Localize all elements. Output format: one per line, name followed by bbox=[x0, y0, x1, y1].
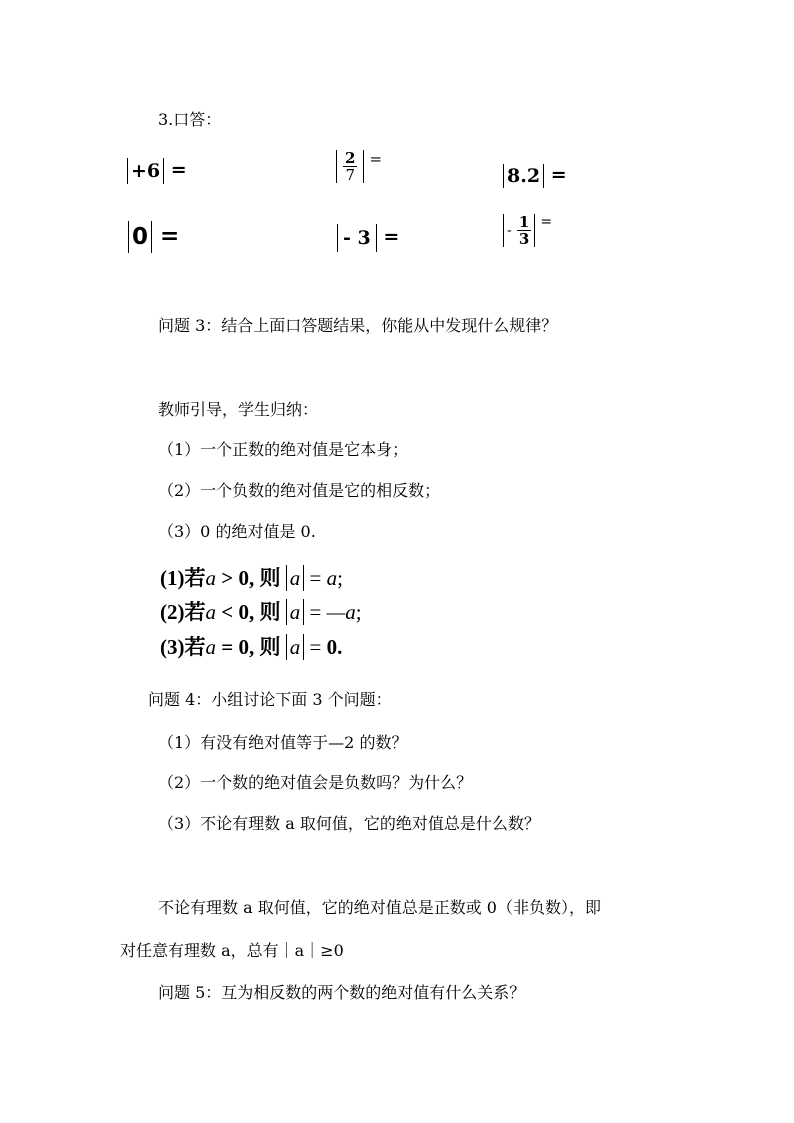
q4-item-1: （1）有没有绝对值等于—2 的数？ bbox=[158, 733, 408, 752]
numerator: 2 bbox=[345, 149, 356, 167]
question-4: 问题 4：小组讨论下面 3 个问题： bbox=[148, 690, 392, 709]
math-rule-2: (2)若a < 0, 则 a = —a; bbox=[160, 600, 362, 624]
expr-value: 0 bbox=[132, 224, 149, 250]
abs-expr-2-7 bbox=[336, 150, 382, 183]
q4-item-3: （3）不论有理数 a 取何值，它的绝对值总是什么数？ bbox=[158, 814, 540, 833]
q4-item-2: （2）一个数的绝对值会是负数吗？为什么？ bbox=[158, 773, 473, 792]
rule-1: （1）一个正数的绝对值是它本身； bbox=[158, 440, 409, 459]
conclusion-line-1: 不论有理数 a 取何值，它的绝对值总是正数或 0（非负数），即 bbox=[158, 898, 601, 917]
math-rule-3: (3)若a = 0, 则 a = 0. bbox=[160, 635, 343, 659]
equals-sign: = bbox=[383, 226, 400, 248]
equals-sign: = bbox=[550, 164, 567, 186]
denominator: 3 bbox=[518, 230, 530, 248]
equals-sign: = bbox=[369, 150, 383, 168]
teacher-intro: 教师引导，学生归纳： bbox=[158, 400, 319, 419]
abs-expr-minus3 bbox=[337, 224, 399, 252]
question-3: 问题 3：结合上面口答题结果，你能从中发现什么规律？ bbox=[158, 316, 558, 335]
fraction bbox=[343, 150, 357, 183]
equals-sign: = bbox=[540, 214, 553, 230]
expr-value: +6 bbox=[131, 160, 161, 182]
numerator: 1 bbox=[518, 213, 530, 231]
conclusion-line-2: 对任意有理数 a，总有｜a｜≥0 bbox=[120, 941, 344, 960]
abs-expr-minus-1-3 bbox=[503, 214, 552, 247]
abs-expr-8-2 bbox=[503, 164, 567, 188]
equals-sign: = bbox=[160, 223, 180, 250]
rule-2: （2）一个负数的绝对值是它的相反数； bbox=[158, 481, 441, 500]
question-5: 问题 5：互为相反数的两个数的绝对值有什么关系？ bbox=[158, 983, 526, 1002]
rule-3: （3）0 的绝对值是 0. bbox=[158, 522, 316, 541]
section-title: 3.口答： bbox=[158, 110, 222, 129]
equals-sign: = bbox=[170, 159, 187, 181]
abs-expr-plus6 bbox=[127, 158, 187, 184]
fraction bbox=[517, 214, 531, 247]
expr-value: - 3 bbox=[343, 227, 371, 249]
denominator: 7 bbox=[345, 166, 355, 184]
minus-sign: - bbox=[507, 222, 512, 239]
math-rule-1: (1)若a > 0, 则 a = a; bbox=[160, 566, 343, 590]
expr-value: 8.2 bbox=[507, 165, 541, 187]
abs-expr-zero bbox=[128, 221, 179, 253]
